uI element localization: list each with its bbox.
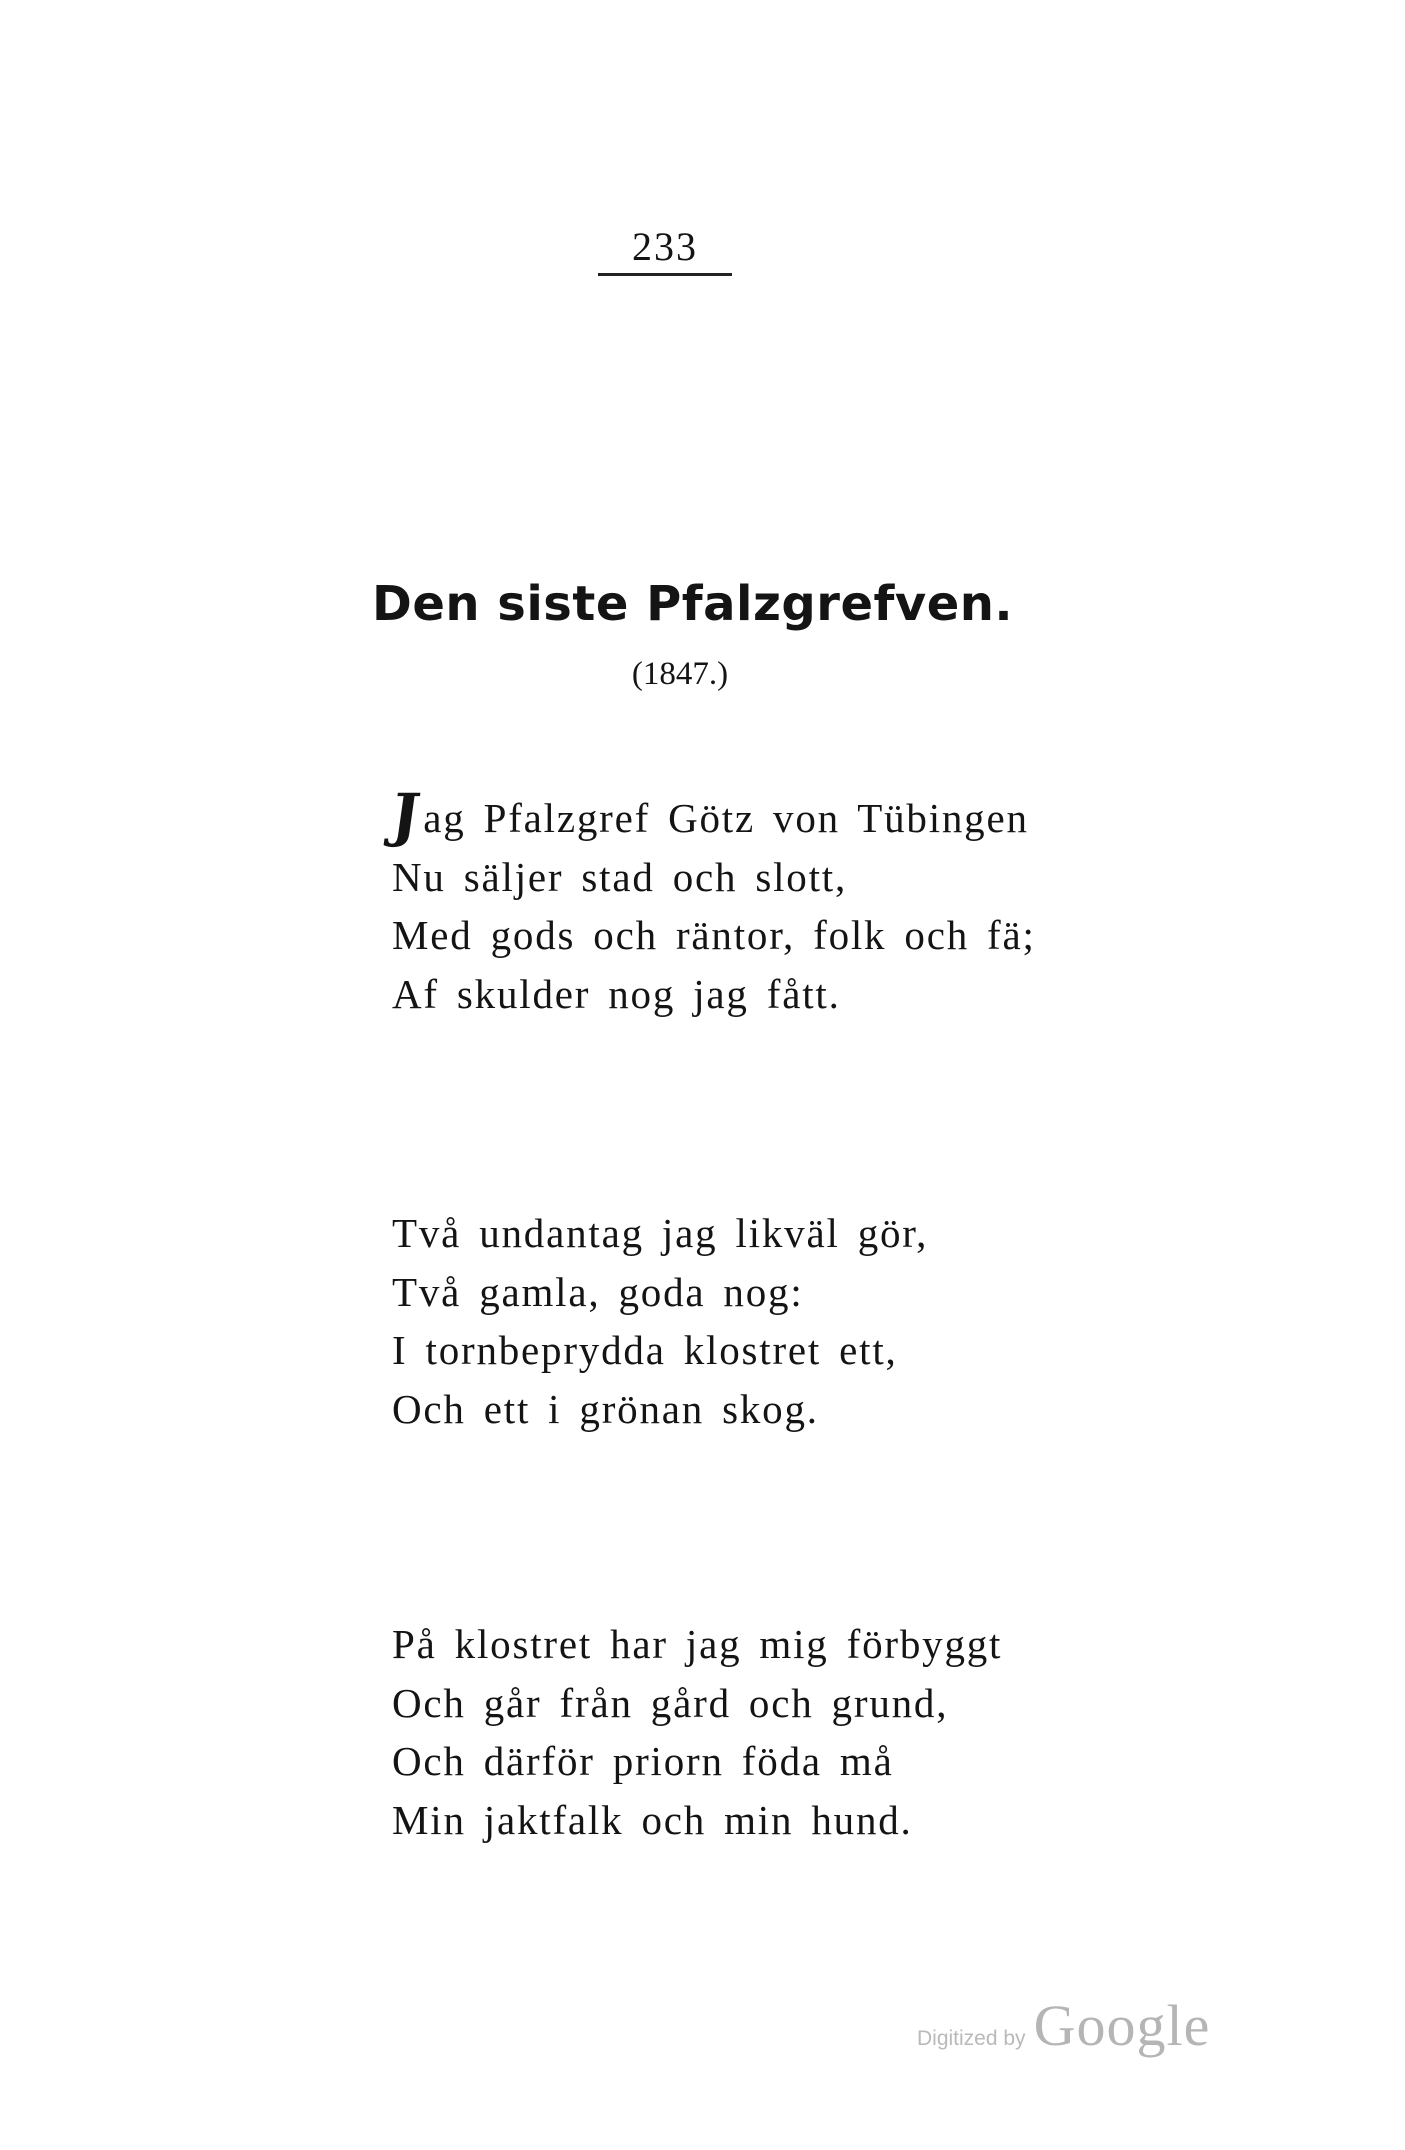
watermark-prefix: Digitized by bbox=[917, 2027, 1026, 2050]
verse-line: Med gods och räntor, folk och fä; bbox=[392, 912, 1036, 958]
stanza-1 bbox=[387, 781, 1112, 1023]
verse-line: Och därför priorn föda må bbox=[392, 1738, 894, 1784]
google-logo: Google bbox=[1033, 1993, 1211, 2058]
ornamental-initial: J bbox=[387, 781, 427, 849]
verse-line: Och ett i grönan skog. bbox=[392, 1385, 819, 1432]
poem-year: (1847.) bbox=[631, 656, 729, 692]
verse-line: Och går från gård och grund, bbox=[392, 1679, 949, 1726]
verse-line: Nu säljer stad och slott, bbox=[392, 853, 848, 900]
verse-line: Två gamla, goda nog: bbox=[392, 1268, 804, 1315]
page-number-rule bbox=[598, 273, 732, 276]
verse-line bbox=[387, 781, 1112, 849]
digitized-by-watermark bbox=[917, 1992, 1210, 2059]
page-number: 233 bbox=[632, 224, 698, 269]
verse-line: Af skulder nog jag fått. bbox=[392, 970, 841, 1017]
stanza-3 bbox=[392, 1615, 1112, 1849]
verse-line-text: ag Pfalzgref Götz von Tübingen bbox=[423, 795, 1029, 841]
verse-line: I tornbeprydda klostret ett, bbox=[392, 1327, 898, 1373]
verse-line: Min jaktfalk och min hund. bbox=[392, 1796, 913, 1843]
verse-line: På klostret har jag mig förbyggt bbox=[392, 1621, 1003, 1667]
stanza-2 bbox=[392, 1204, 1112, 1438]
poem-title: Den siste Pfalzgrefven. bbox=[372, 576, 1014, 632]
verse-line: Två undantag jag likväl gör, bbox=[392, 1210, 929, 1256]
